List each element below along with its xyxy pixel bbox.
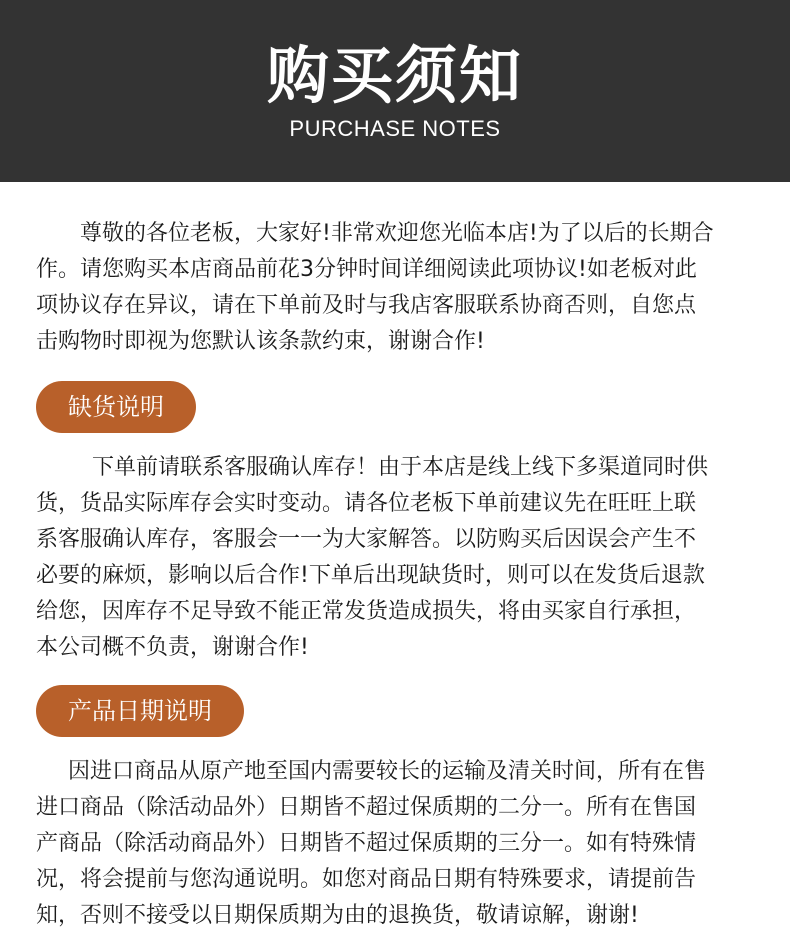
page-subtitle: PURCHASE NOTES [289, 116, 501, 141]
intro-line: 击购物时即视为您默认该条款约束，谢谢合作! [36, 329, 485, 354]
out-of-stock-line: 下单前请联系客服确认库存！由于本店是线上线下多渠道同时供 [92, 455, 709, 480]
product-date-line: 因进口商品从原产地至国内需要较长的运输及清关时间，所有在售 [68, 759, 707, 784]
out-of-stock-line: 给您，因库存不足导致不能正常发货造成损失，将由买家自行承担， [36, 599, 697, 624]
product-date-line: 知，否则不接受以日期保质期为由的退换货，敬请谅解，谢谢! [36, 903, 639, 928]
product-date-line: 产商品（除活动商品外）日期皆不超过保质期的三分一。如有特殊情 [36, 831, 697, 856]
intro-line: 尊敬的各位老板，大家好!非常欢迎您光临本店!为了以后的长期合 [80, 221, 714, 246]
product-date-line: 进口商品（除活动品外）日期皆不超过保质期的二分一。所有在售国 [36, 795, 697, 820]
product-date-paragraph [36, 754, 756, 934]
section-badge-out-of-stock: 缺货说明 [36, 381, 196, 433]
intro-paragraph [36, 216, 756, 360]
section-badge-product-date: 产品日期说明 [36, 685, 244, 737]
out-of-stock-line: 货，货品实际库存会实时变动。请各位老板下单前建议先在旺旺上联 [36, 491, 697, 516]
out-of-stock-paragraph [36, 450, 756, 666]
out-of-stock-line: 必要的麻烦，影响以后合作!下单后出现缺货时，则可以在发货后退款 [36, 563, 705, 588]
header-banner [0, 0, 790, 182]
page-title: 购买须知 [266, 39, 523, 112]
out-of-stock-line: 系客服确认库存，客服会一一为大家解答。以防购买后因误会产生不 [36, 527, 697, 552]
intro-line: 作。请您购买本店商品前花3分钟时间详细阅读此项协议!如老板对此 [36, 257, 697, 282]
product-date-line: 况，将会提前与您沟通说明。如您对商品日期有特殊要求，请提前告 [36, 867, 697, 892]
intro-line: 项协议存在异议，请在下单前及时与我店客服联系协商否则，自您点 [36, 293, 697, 318]
out-of-stock-line: 本公司概不负责，谢谢合作! [36, 635, 309, 660]
